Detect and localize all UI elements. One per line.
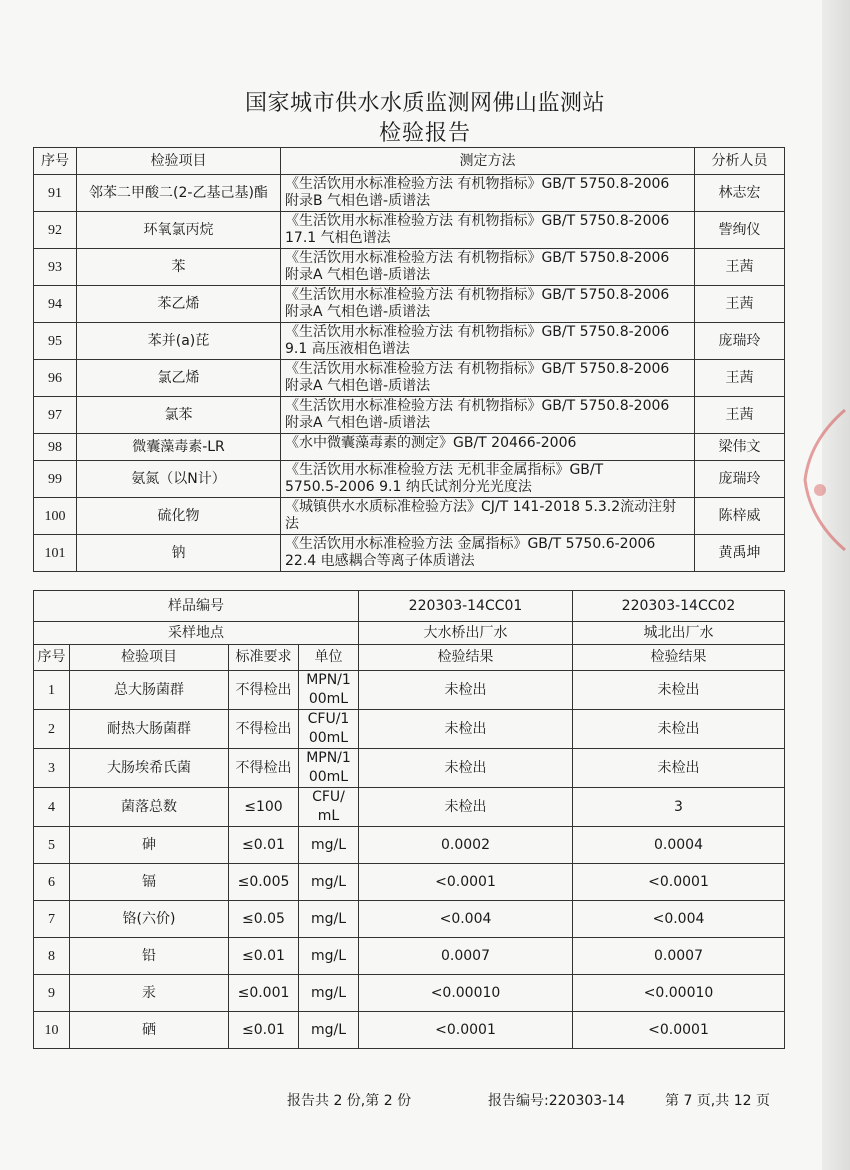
row-seq: 98 (34, 434, 77, 461)
row-method (281, 461, 695, 498)
sample-number-row (34, 591, 785, 622)
row-item: 汞 (70, 975, 229, 1012)
row-item: 铬(六价) (70, 901, 229, 938)
row-result1: 未检出 (359, 788, 573, 827)
result-row (34, 938, 785, 975)
method-line1: 《生活饮用水标准检验方法 有机物指标》GB/T 5750.8-2006 (285, 324, 670, 340)
method-line2: 附录A 气相色谱-质谱法 (285, 304, 431, 320)
unit-line2: 00mL (308, 769, 349, 785)
unit-line1: CFU/1 (307, 711, 350, 727)
row-result1: <0.0001 (359, 864, 573, 901)
method-line1: 《城镇供水水质标准检验方法》CJ/T 141-2018 5.3.2流动注射 (285, 499, 677, 515)
row-method (281, 212, 695, 249)
col-analyst-header: 分析人员 (695, 148, 785, 175)
row-item: 硒 (70, 1012, 229, 1049)
method-row (34, 175, 785, 212)
row-result2: 未检出 (573, 710, 785, 749)
row-seq: 6 (34, 864, 70, 901)
row-seq: 9 (34, 975, 70, 1012)
row-method (281, 535, 695, 572)
row-unit: mg/L (299, 901, 359, 938)
unit-line1: CFU/ (312, 789, 345, 805)
report-subtitle: 检验报告 (378, 121, 471, 146)
row-item: 耐热大肠菌群 (70, 710, 229, 749)
method-row (34, 535, 785, 572)
row-unit (299, 788, 359, 827)
row-result1: <0.004 (359, 901, 573, 938)
row-method (281, 249, 695, 286)
row-seq: 96 (34, 360, 77, 397)
method-row (34, 212, 785, 249)
row-item: 硫化物 (77, 498, 281, 535)
results-table (33, 590, 785, 1049)
col-method-header: 测定方法 (281, 148, 695, 175)
row-seq: 10 (34, 1012, 70, 1049)
row-item: 砷 (70, 827, 229, 864)
row-seq: 99 (34, 461, 77, 498)
method-line2: 9.1 高压液相色谱法 (285, 341, 410, 357)
method-line2: 附录A 气相色谱-质谱法 (285, 415, 431, 431)
row-unit: mg/L (299, 1012, 359, 1049)
row-analyst: 王茜 (695, 397, 785, 434)
row-standard: 不得检出 (229, 671, 299, 710)
row-seq: 7 (34, 901, 70, 938)
row-unit: mg/L (299, 975, 359, 1012)
row-unit (299, 749, 359, 788)
row-seq: 4 (34, 788, 70, 827)
sample-number-label: 样品编号 (34, 591, 359, 622)
row-item: 邻苯二甲酸二(2-乙基己基)酯 (77, 175, 281, 212)
result-row (34, 671, 785, 710)
row-seq: 101 (34, 535, 77, 572)
row-result1: 未检出 (359, 749, 573, 788)
row-item: 大肠埃希氏菌 (70, 749, 229, 788)
row-method (281, 286, 695, 323)
row-analyst: 陈梓威 (695, 498, 785, 535)
row-standard: ≤0.005 (229, 864, 299, 901)
row-unit: mg/L (299, 938, 359, 975)
row-standard: ≤0.01 (229, 827, 299, 864)
row-result2: 未检出 (573, 671, 785, 710)
unit-line1: MPN/1 (306, 672, 351, 688)
method-line1: 《生活饮用水标准检验方法 有机物指标》GB/T 5750.8-2006 (285, 287, 670, 303)
method-row (34, 434, 785, 461)
method-row (34, 360, 785, 397)
row-seq: 95 (34, 323, 77, 360)
report-number: 报告编号:220303-14 (488, 1093, 626, 1109)
row-result2: <0.0001 (573, 1012, 785, 1049)
col-result1-header: 检验结果 (359, 645, 573, 671)
col-standard-header: 标准要求 (229, 645, 299, 671)
row-analyst: 王茜 (695, 249, 785, 286)
result-row (34, 975, 785, 1012)
sample1-location: 大水桥出厂水 (359, 622, 573, 645)
methods-table (33, 147, 785, 572)
unit-line1: MPN/1 (306, 750, 351, 766)
row-standard: ≤0.01 (229, 938, 299, 975)
copies-info: 报告共 2 份,第 2 份 (287, 1093, 412, 1109)
col-seq-header: 序号 (34, 645, 70, 671)
row-method (281, 434, 695, 461)
method-line1: 《生活饮用水标准检验方法 有机物指标》GB/T 5750.8-2006 (285, 250, 670, 266)
row-item: 氯乙烯 (77, 360, 281, 397)
row-standard: ≤100 (229, 788, 299, 827)
unit-line2: 00mL (308, 730, 349, 746)
method-line1: 《水中微囊藻毒素的测定》GB/T 20466-2006 (285, 435, 577, 451)
row-result1: 0.0007 (359, 938, 573, 975)
row-analyst: 林志宏 (695, 175, 785, 212)
row-result2: 0.0007 (573, 938, 785, 975)
result-row (34, 901, 785, 938)
row-result2: <0.00010 (573, 975, 785, 1012)
unit-line2: 00mL (308, 691, 349, 707)
row-unit: mg/L (299, 827, 359, 864)
result-row (34, 864, 785, 901)
sample2-location: 城北出厂水 (573, 622, 785, 645)
method-line1: 《生活饮用水标准检验方法 有机物指标》GB/T 5750.8-2006 (285, 176, 670, 192)
report-title: 国家城市供水水质监测网佛山监测站 (244, 91, 605, 116)
result-row (34, 1012, 785, 1049)
row-analyst: 訾绚仪 (695, 212, 785, 249)
row-result2: <0.004 (573, 901, 785, 938)
row-item: 镉 (70, 864, 229, 901)
row-unit (299, 710, 359, 749)
row-method (281, 498, 695, 535)
col-item-header: 检验项目 (77, 148, 281, 175)
row-result1: <0.0001 (359, 1012, 573, 1049)
method-line1: 《生活饮用水标准检验方法 无机非金属指标》GB/T (285, 462, 604, 478)
page-edge (822, 0, 850, 1170)
row-analyst: 王茜 (695, 360, 785, 397)
sample-location-row (34, 622, 785, 645)
row-item: 苯并(a)芘 (77, 323, 281, 360)
method-row (34, 323, 785, 360)
row-standard: ≤0.01 (229, 1012, 299, 1049)
page-number: 第 7 页,共 12 页 (665, 1093, 770, 1109)
row-analyst: 庞瑞玲 (695, 323, 785, 360)
method-line1: 《生活饮用水标准检验方法 有机物指标》GB/T 5750.8-2006 (285, 398, 670, 414)
row-item: 氨氮（以N计） (77, 461, 281, 498)
row-unit: mg/L (299, 864, 359, 901)
row-item: 总大肠菌群 (70, 671, 229, 710)
col-unit-header: 单位 (299, 645, 359, 671)
row-item: 菌落总数 (70, 788, 229, 827)
row-seq: 3 (34, 749, 70, 788)
row-item: 钠 (77, 535, 281, 572)
col-seq-header: 序号 (34, 148, 77, 175)
row-method (281, 175, 695, 212)
result-row (34, 788, 785, 827)
method-line2: 22.4 电感耦合等离子体质谱法 (285, 553, 475, 569)
row-result2: 0.0004 (573, 827, 785, 864)
row-result1: 未检出 (359, 710, 573, 749)
row-analyst: 王茜 (695, 286, 785, 323)
row-analyst: 庞瑞玲 (695, 461, 785, 498)
row-standard: 不得检出 (229, 749, 299, 788)
method-row (34, 461, 785, 498)
row-standard: ≤0.001 (229, 975, 299, 1012)
row-result2: <0.0001 (573, 864, 785, 901)
method-line2: 5750.5-2006 9.1 纳氏试剂分光光度法 (285, 479, 532, 495)
sample-location-label: 采样地点 (34, 622, 359, 645)
method-row (34, 249, 785, 286)
method-line2: 法 (285, 516, 299, 532)
method-line2: 附录A 气相色谱-质谱法 (285, 378, 431, 394)
row-seq: 100 (34, 498, 77, 535)
row-item: 苯 (77, 249, 281, 286)
results-table-header (34, 645, 785, 671)
row-standard: ≤0.05 (229, 901, 299, 938)
method-line2: 17.1 气相色谱法 (285, 230, 391, 246)
row-seq: 1 (34, 671, 70, 710)
row-seq: 92 (34, 212, 77, 249)
row-unit (299, 671, 359, 710)
row-seq: 2 (34, 710, 70, 749)
row-method (281, 323, 695, 360)
row-seq: 93 (34, 249, 77, 286)
row-result2: 3 (573, 788, 785, 827)
row-item: 微囊藻毒素-LR (77, 434, 281, 461)
method-line1: 《生活饮用水标准检验方法 金属指标》GB/T 5750.6-2006 (285, 536, 656, 552)
method-line1: 《生活饮用水标准检验方法 有机物指标》GB/T 5750.8-2006 (285, 361, 670, 377)
method-line2: 附录B 气相色谱-质谱法 (285, 193, 431, 209)
method-row (34, 397, 785, 434)
col-result2-header: 检验结果 (573, 645, 785, 671)
row-seq: 5 (34, 827, 70, 864)
row-standard: 不得检出 (229, 710, 299, 749)
row-seq: 94 (34, 286, 77, 323)
unit-line2: mL (317, 808, 340, 824)
row-item: 氯苯 (77, 397, 281, 434)
result-row (34, 827, 785, 864)
sample2-number: 220303-14CC02 (573, 591, 785, 622)
row-item: 铅 (70, 938, 229, 975)
row-item: 苯乙烯 (77, 286, 281, 323)
row-analyst: 梁伟文 (695, 434, 785, 461)
red-seal-stamp (790, 400, 850, 560)
col-item-header: 检验项目 (70, 645, 229, 671)
row-analyst: 黄禹坤 (695, 535, 785, 572)
method-row (34, 286, 785, 323)
methods-table-header (34, 148, 785, 175)
row-result1: 未检出 (359, 671, 573, 710)
row-method (281, 397, 695, 434)
method-row (34, 498, 785, 535)
result-row (34, 710, 785, 749)
row-item: 环氧氯丙烷 (77, 212, 281, 249)
row-result2: 未检出 (573, 749, 785, 788)
row-method (281, 360, 695, 397)
method-line2: 附录A 气相色谱-质谱法 (285, 267, 431, 283)
row-seq: 91 (34, 175, 77, 212)
row-seq: 8 (34, 938, 70, 975)
row-result1: 0.0002 (359, 827, 573, 864)
row-seq: 97 (34, 397, 77, 434)
sample1-number: 220303-14CC01 (359, 591, 573, 622)
row-result1: <0.00010 (359, 975, 573, 1012)
method-line1: 《生活饮用水标准检验方法 有机物指标》GB/T 5750.8-2006 (285, 213, 670, 229)
result-row (34, 749, 785, 788)
